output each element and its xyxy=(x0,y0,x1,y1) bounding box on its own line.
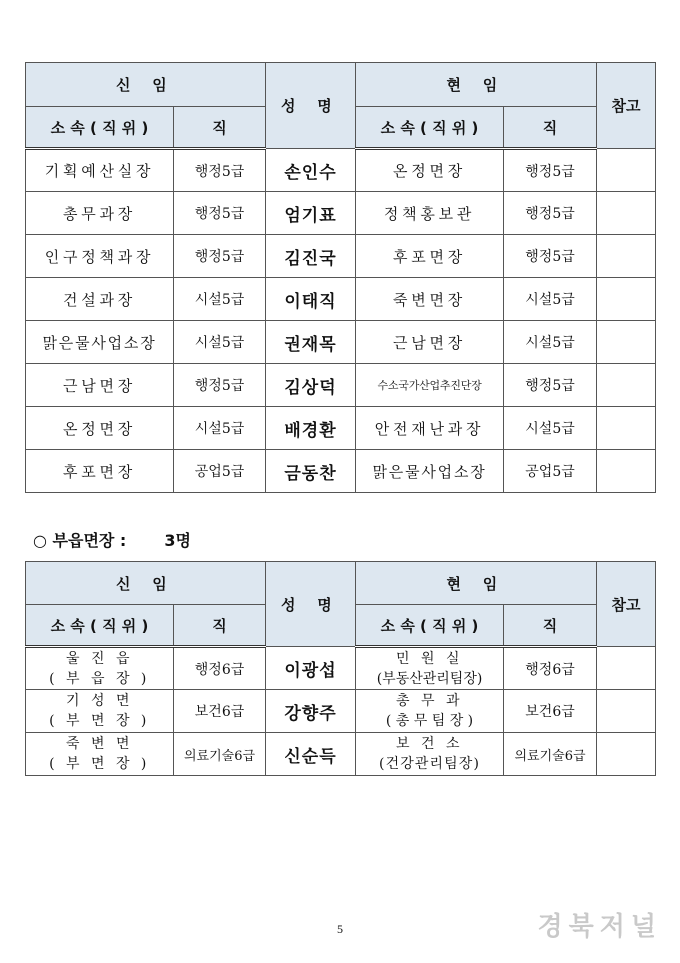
cur-dept-cell: 후포면장 xyxy=(356,235,504,278)
new-grade-cell: 공업5급 xyxy=(174,450,266,493)
header-new-grade: 직 xyxy=(174,605,266,647)
appointments-table-division-heads xyxy=(25,62,656,493)
cur-grade-cell: 시설5급 xyxy=(504,407,597,450)
note-cell xyxy=(597,647,656,690)
header-new-post: 신 임 xyxy=(26,63,266,107)
header-new-grade: 직 xyxy=(174,107,266,149)
new-grade-cell: 행정5급 xyxy=(174,364,266,407)
cur-dept-cell: 안전재난과장 xyxy=(356,407,504,450)
new-dept-line1: 울 진 읍 xyxy=(66,650,133,667)
new-dept-cell: 인구정책과장 xyxy=(26,235,174,278)
new-grade-cell: 시설5급 xyxy=(174,407,266,450)
header-cur-grade: 직 xyxy=(504,107,597,149)
section-count: 3명 xyxy=(164,531,191,550)
name-cell: 김상덕 xyxy=(266,364,356,407)
cur-dept-cell xyxy=(356,647,504,690)
note-cell xyxy=(597,407,656,450)
new-dept-line1: 기 성 면 xyxy=(66,693,133,709)
new-grade-cell: 행정5급 xyxy=(174,192,266,235)
header-note: 참고 xyxy=(597,562,656,647)
table-row xyxy=(26,733,656,776)
header-current-post: 현 임 xyxy=(356,63,597,107)
note-cell xyxy=(597,321,656,364)
new-dept-cell: 온정면장 xyxy=(26,407,174,450)
new-dept-cell: 총무과장 xyxy=(26,192,174,235)
cur-dept-line1: 총 무 과 xyxy=(396,693,463,709)
name-cell: 이태직 xyxy=(266,278,356,321)
name-cell: 금동찬 xyxy=(266,450,356,493)
table-row xyxy=(26,364,656,407)
cur-grade-cell: 시설5급 xyxy=(504,278,597,321)
note-cell xyxy=(597,192,656,235)
cur-grade-cell: 의료기술6급 xyxy=(504,733,597,776)
cur-dept-line2: (부동산관리팀장) xyxy=(376,670,483,687)
new-dept-cell xyxy=(26,690,174,733)
cur-grade-cell: 보건6급 xyxy=(504,690,597,733)
header-new-dept: 소 속 ( 직 위 ) xyxy=(26,605,174,647)
new-dept-cell xyxy=(26,733,174,776)
note-cell xyxy=(597,235,656,278)
cur-dept-line2: ( 총 무 팀 장 ) xyxy=(385,713,474,729)
cur-dept-line1: 보 건 소 xyxy=(396,736,463,752)
header-name: 성 명 xyxy=(266,63,356,149)
header-new-post: 신 임 xyxy=(26,562,266,605)
name-cell: 신순득 xyxy=(266,733,356,776)
header-cur-dept: 소 속 ( 직 위 ) xyxy=(356,605,504,647)
table-row xyxy=(26,690,656,733)
new-dept-line2: ( 부 읍 장 ) xyxy=(49,670,150,687)
page-number: 5 xyxy=(337,922,343,936)
header-name: 성 명 xyxy=(266,562,356,647)
note-cell xyxy=(597,364,656,407)
new-dept-line1: 죽 변 면 xyxy=(66,736,133,752)
cur-dept-line1: 민 원 실 xyxy=(396,650,463,667)
header-current-post: 현 임 xyxy=(356,562,597,605)
cur-dept-cell: 죽변면장 xyxy=(356,278,504,321)
table-row xyxy=(26,278,656,321)
cur-grade-cell: 행정6급 xyxy=(504,647,597,690)
note-cell xyxy=(597,278,656,321)
header-cur-grade: 직 xyxy=(504,605,597,647)
cur-grade-cell: 행정5급 xyxy=(504,192,597,235)
name-cell: 김진국 xyxy=(266,235,356,278)
new-dept-cell: 후포면장 xyxy=(26,450,174,493)
new-grade-cell: 시설5급 xyxy=(174,321,266,364)
new-dept-cell: 기획예산실장 xyxy=(26,149,174,192)
note-cell xyxy=(597,733,656,776)
appointments-table-deputy-heads xyxy=(25,561,656,776)
section-title-label: ○ 부읍면장 : xyxy=(33,531,127,550)
new-dept-cell xyxy=(26,647,174,690)
header-new-dept: 소 속 ( 직 위 ) xyxy=(26,107,174,149)
new-dept-line2: ( 부 면 장 ) xyxy=(49,713,150,729)
new-dept-cell: 근남면장 xyxy=(26,364,174,407)
cur-dept-cell: 온정면장 xyxy=(356,149,504,192)
table-row xyxy=(26,407,656,450)
cur-grade-cell: 행정5급 xyxy=(504,364,597,407)
name-cell: 이광섭 xyxy=(266,647,356,690)
new-grade-cell: 보건6급 xyxy=(174,690,266,733)
new-grade-cell: 행정6급 xyxy=(174,647,266,690)
note-cell xyxy=(597,450,656,493)
table-row xyxy=(26,321,656,364)
new-grade-cell: 행정5급 xyxy=(174,235,266,278)
header-note: 참고 xyxy=(597,63,656,149)
table-row xyxy=(26,235,656,278)
name-cell: 강향주 xyxy=(266,690,356,733)
new-grade-cell: 의료기술6급 xyxy=(174,733,266,776)
table-row xyxy=(26,450,656,493)
table-row xyxy=(26,149,656,192)
cur-dept-cell: 정책홍보관 xyxy=(356,192,504,235)
new-grade-cell: 행정5급 xyxy=(174,149,266,192)
cur-grade-cell: 시설5급 xyxy=(504,321,597,364)
cur-grade-cell: 공업5급 xyxy=(504,450,597,493)
cur-dept-cell: 수소국가산업추진단장 xyxy=(356,364,504,407)
section-title xyxy=(33,528,191,551)
cur-dept-cell: 근남면장 xyxy=(356,321,504,364)
new-dept-cell: 맑은물사업소장 xyxy=(26,321,174,364)
name-cell: 손인수 xyxy=(266,149,356,192)
note-cell xyxy=(597,149,656,192)
header-cur-dept: 소 속 ( 직 위 ) xyxy=(356,107,504,149)
cur-grade-cell: 행정5급 xyxy=(504,149,597,192)
name-cell: 배경환 xyxy=(266,407,356,450)
cur-grade-cell: 행정5급 xyxy=(504,235,597,278)
name-cell: 권재목 xyxy=(266,321,356,364)
new-dept-line2: ( 부 면 장 ) xyxy=(49,756,150,772)
table-row xyxy=(26,647,656,690)
note-cell xyxy=(597,690,656,733)
new-grade-cell: 시설5급 xyxy=(174,278,266,321)
new-dept-cell: 건설과장 xyxy=(26,278,174,321)
cur-dept-cell xyxy=(356,690,504,733)
watermark-logo: 경북저널 xyxy=(537,912,662,942)
table-row xyxy=(26,192,656,235)
cur-dept-line2: (건강관리팀장) xyxy=(379,756,481,772)
name-cell: 엄기표 xyxy=(266,192,356,235)
cur-dept-cell xyxy=(356,733,504,776)
cur-dept-cell: 맑은물사업소장 xyxy=(356,450,504,493)
